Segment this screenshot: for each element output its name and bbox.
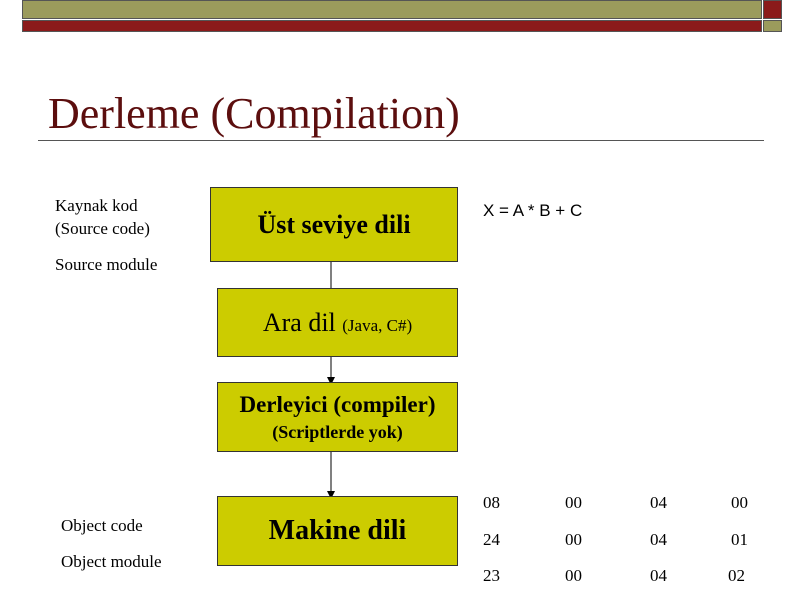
machine-code-cell: 00: [731, 493, 748, 512]
box-intermediate-label: Ara dil: [262, 307, 336, 337]
box-compiler-note: (Scriptlerde yok): [272, 421, 403, 442]
box-machine-label: Makine dili: [268, 515, 407, 546]
box-compiler-label: Derleyici (compiler): [239, 391, 436, 417]
machine-code-cell: 04: [650, 566, 667, 585]
machine-code-cell: 04: [650, 530, 667, 549]
label-source-code-line1: Kaynak kod: [55, 196, 138, 215]
machine-code-cell: 02: [728, 566, 745, 585]
label-source-code-line2: (Source code): [55, 219, 150, 238]
machine-code-cell: 08: [483, 493, 500, 512]
machine-code-cell: 01: [731, 530, 748, 549]
box-compiler: [217, 382, 458, 452]
box-high-level-language: [210, 187, 458, 262]
machine-code-cell: 00: [565, 530, 582, 549]
box-high-level-label: Üst seviye dili: [257, 209, 411, 239]
box-intermediate-note: (Java, C#): [342, 315, 413, 335]
machine-code-cell: 23: [483, 566, 500, 585]
box-machine-language: [217, 496, 458, 566]
machine-code-cell: 04: [650, 493, 667, 512]
machine-code-cell: 00: [565, 493, 582, 512]
label-source-module: Source module: [55, 255, 158, 274]
slide-title: Derleme (Compilation): [48, 89, 460, 138]
machine-code-cell: 00: [565, 566, 582, 585]
machine-code-cell: 24: [483, 530, 500, 549]
box-intermediate-language: [217, 288, 458, 357]
label-object-code: Object code: [61, 516, 143, 535]
box-intermediate-content: [263, 308, 412, 338]
label-object-module: Object module: [61, 552, 162, 571]
source-expression: X = A * B + C: [483, 201, 583, 220]
